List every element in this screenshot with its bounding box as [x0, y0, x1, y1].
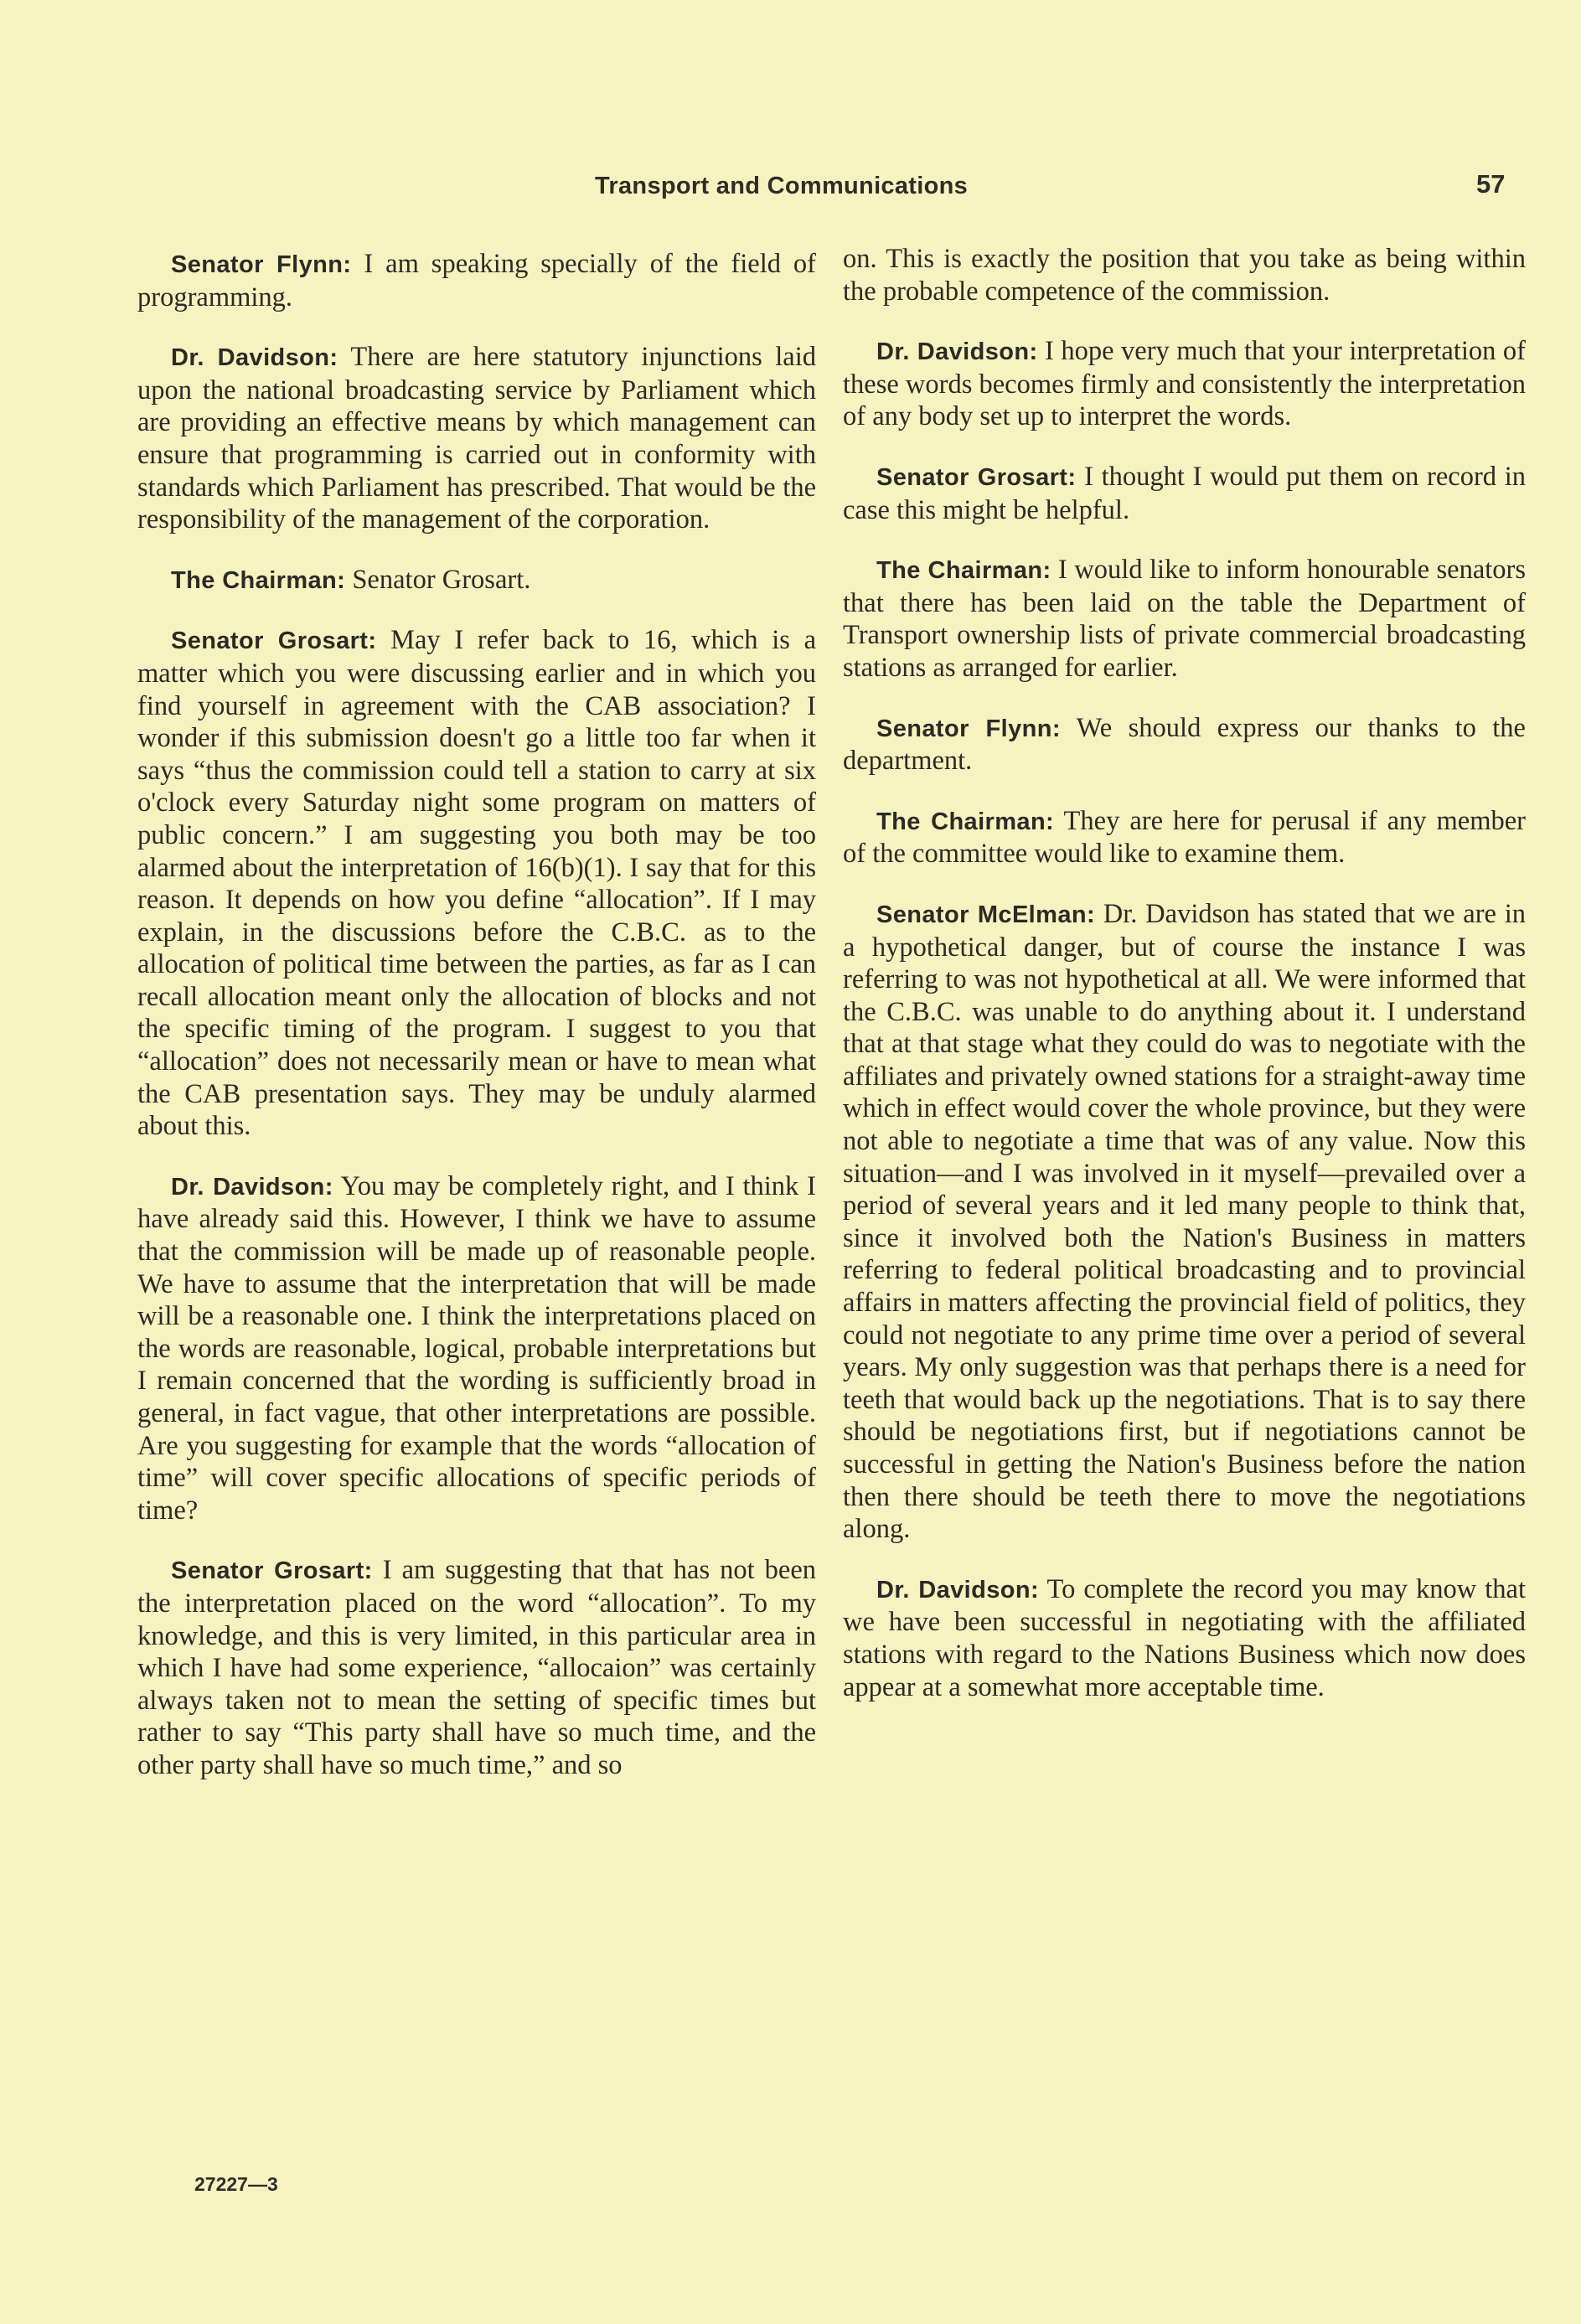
paragraph: [843, 805, 1526, 870]
paragraph: [843, 712, 1526, 777]
paragraph: [843, 1573, 1526, 1703]
speaker-name: Senator Grosart:: [876, 463, 1077, 491]
paragraph: [137, 248, 816, 313]
speech-text: I am speaking specially of the field of programming.: [137, 249, 816, 312]
paragraph-continuation: [843, 243, 1526, 307]
speaker-name: Senator Grosart:: [171, 627, 377, 655]
paragraph: [137, 564, 816, 597]
speech-text: on. This is exactly the position that you take as being within the probable competence of the commission.: [843, 244, 1526, 307]
speaker-name: The Chairman:: [171, 566, 346, 594]
page-number: 57: [1476, 169, 1506, 199]
paragraph: [843, 554, 1526, 684]
paragraph: [137, 624, 816, 1143]
speech-text: To complete the record you may know that we have been successful in negotiating with the affiliated stations with regard to the Nations Business which now does appear at a somewhat more acceptable time.: [843, 1573, 1526, 1702]
speaker-name: Senator McElman:: [876, 901, 1096, 928]
speaker-name: Dr. Davidson:: [876, 1576, 1040, 1604]
speech-text: There are here statutory injunctions laid upon the national broadcasting service by Parliament which are providing an effective means by which management can ensure that programming is carried out in conformity with standards which Parliament has prescribed. That would be the responsibility of the management of the corporation.: [137, 342, 816, 535]
paragraph: [137, 1554, 816, 1781]
printer-code: 27227—3: [194, 2173, 278, 2195]
speech-text: I am suggesting that that has not been the interpretation placed on the word “allocation”. To my knowledge, and this is very limited, in this particular area in which I have had some experience, “allocaion” was certainly always taken not to mean the setting of specific times but rather to say “This party shall have so much time, and the other party shall have so much time,” and so: [137, 1555, 817, 1780]
speech-text: We should express our thanks to the department.: [843, 712, 1526, 777]
paragraph: [843, 898, 1526, 1546]
speech-text: May I refer back to 16, which is a matter which you were discussing earlier and in which you find yourself in agreement with the CAB association? I wonder if this submission doesn't go a little too far when it says “thus the commission could tell a station to carry at six o'clock every Saturday night some program on matters of public concern.” I am suggesting you both may be too alarmed about the interpretation of 16(b)(1). I say that for this reason. It depends on how you define “allocation”. If I may explain, in the discussions before the C.B.C. as to the allocation of political time between the parties, as far as I can recall allocation meant only the allocation of blocks and not the specific timing of the program. I suggest to you that “allocation” does not necessarily mean or have to mean what the CAB presentation says. They may be unduly alarmed about this.: [137, 625, 817, 1142]
speech-text: They are here for perusal if any member of the committee would like to examine them.: [843, 805, 1526, 870]
paragraph: [137, 1170, 816, 1527]
left-column: [137, 248, 816, 1810]
right-column: [843, 243, 1526, 1731]
speaker-name: The Chairman:: [876, 808, 1055, 835]
paragraph: [843, 461, 1526, 526]
speaker-name: Senator Flynn:: [171, 251, 352, 278]
running-title: Transport and Communications: [595, 173, 969, 199]
speech-text: I hope very much that your interpretation of these words becomes firmly and consistently the interpretation of any body set up to interpret the words.: [843, 336, 1526, 432]
speech-text: You may be completely right, and I think I have already said this. However, I think we have to assume that the commission will be made up of reasonable people. We have to assume that the interpretation that will be made will be a reasonable one. I think the interpretations placed on the words are reasonable, logical, probable interpretations but I remain concerned that the wording is sufficiently broad in general, in fact vague, that other interpretations are possible. Are you suggesting for example that the words “allocation of time” will cover specific allocations of specific periods of time?: [137, 1170, 816, 1526]
speech-text: I would like to inform honourable senators that there has been laid on the table the Department of Transport ownership lists of private commercial broadcasting stations as arranged for earlier.: [843, 555, 1527, 683]
speaker-name: Senator Flynn:: [876, 715, 1061, 742]
paragraph: [843, 335, 1526, 433]
speaker-name: The Chairman:: [876, 557, 1051, 585]
speech-text: I thought I would put them on record in case this might be helpful.: [843, 461, 1527, 525]
speaker-name: Dr. Davidson:: [171, 1173, 333, 1201]
speech-text: Dr. Davidson has stated that we are in a hypothetical danger, but of course the instance I was referring to was not hypothetical at all. We were informed that the C.B.C. was unable to do anything about it. I understand that at that stage what they could do was to negotiate with the affiliates and privately owned stations for a straight-away time which in effect would cover the whole province, but they were not able to negotiate a time that was of any value. Now this situation—and I was involved in it myself—prevailed over a period of several years and it led many people to think that, since it involved both the Nation's Business in matters referring to federal political broadcasting and to provincial affairs in matters affecting the provincial field of politics, they could not negotiate to any prime time over a period of several years. My only suggestion was that perhaps there is a need for teeth that would back up the negotiations. That is to say there should be negotiations first, but if negotiations cannot be successful in getting the Nation's Business before the nation then there should be teeth there to move the negotiations along.: [843, 898, 1526, 1545]
speech-text: Senator Grosart.: [352, 564, 531, 595]
page-header: [0, 169, 1581, 206]
speaker-name: Dr. Davidson:: [171, 344, 338, 372]
speaker-name: Dr. Davidson:: [876, 338, 1038, 366]
speaker-name: Senator Grosart:: [171, 1557, 373, 1585]
paragraph: [137, 341, 816, 536]
